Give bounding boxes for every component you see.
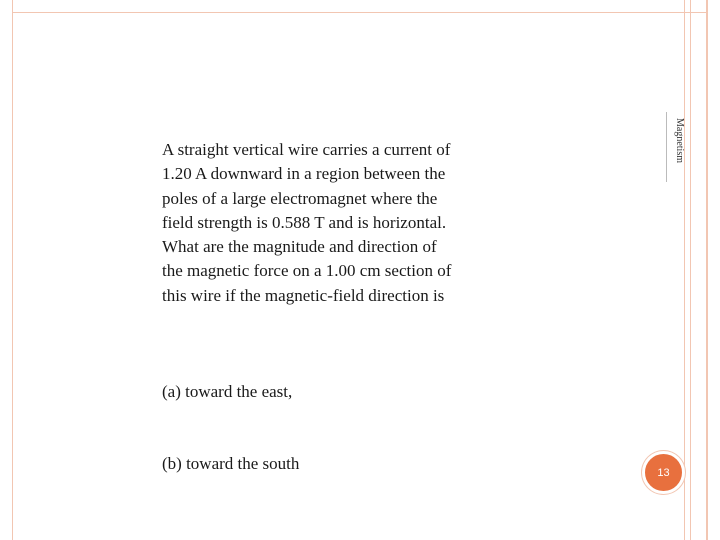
question-line: poles of a large electromagnet where the xyxy=(162,188,438,208)
part-a: (a) toward the east, xyxy=(162,381,293,401)
right-decorative-band xyxy=(684,0,707,540)
question-parts xyxy=(162,331,522,501)
right-decorative-rule xyxy=(690,0,691,540)
question-line: field strength is 0.588 T and is horizontal. xyxy=(162,212,447,232)
question-line: A straight vertical wire carries a current of xyxy=(162,140,451,159)
question-text xyxy=(162,138,522,308)
question-line: this wire if the magnetic-field direction is xyxy=(162,285,445,305)
slide-top-rule xyxy=(12,12,708,13)
part-b: (b) toward the south xyxy=(162,454,300,474)
question-line: the magnetic force on a 1.00 cm section of xyxy=(162,261,452,281)
page-number-badge: 13 xyxy=(642,451,685,494)
question-line: What are the magnitude and direction of xyxy=(162,237,437,257)
question-line: 1.20 A downward in a region between the xyxy=(162,164,446,184)
section-label: Magnetism xyxy=(674,118,685,163)
